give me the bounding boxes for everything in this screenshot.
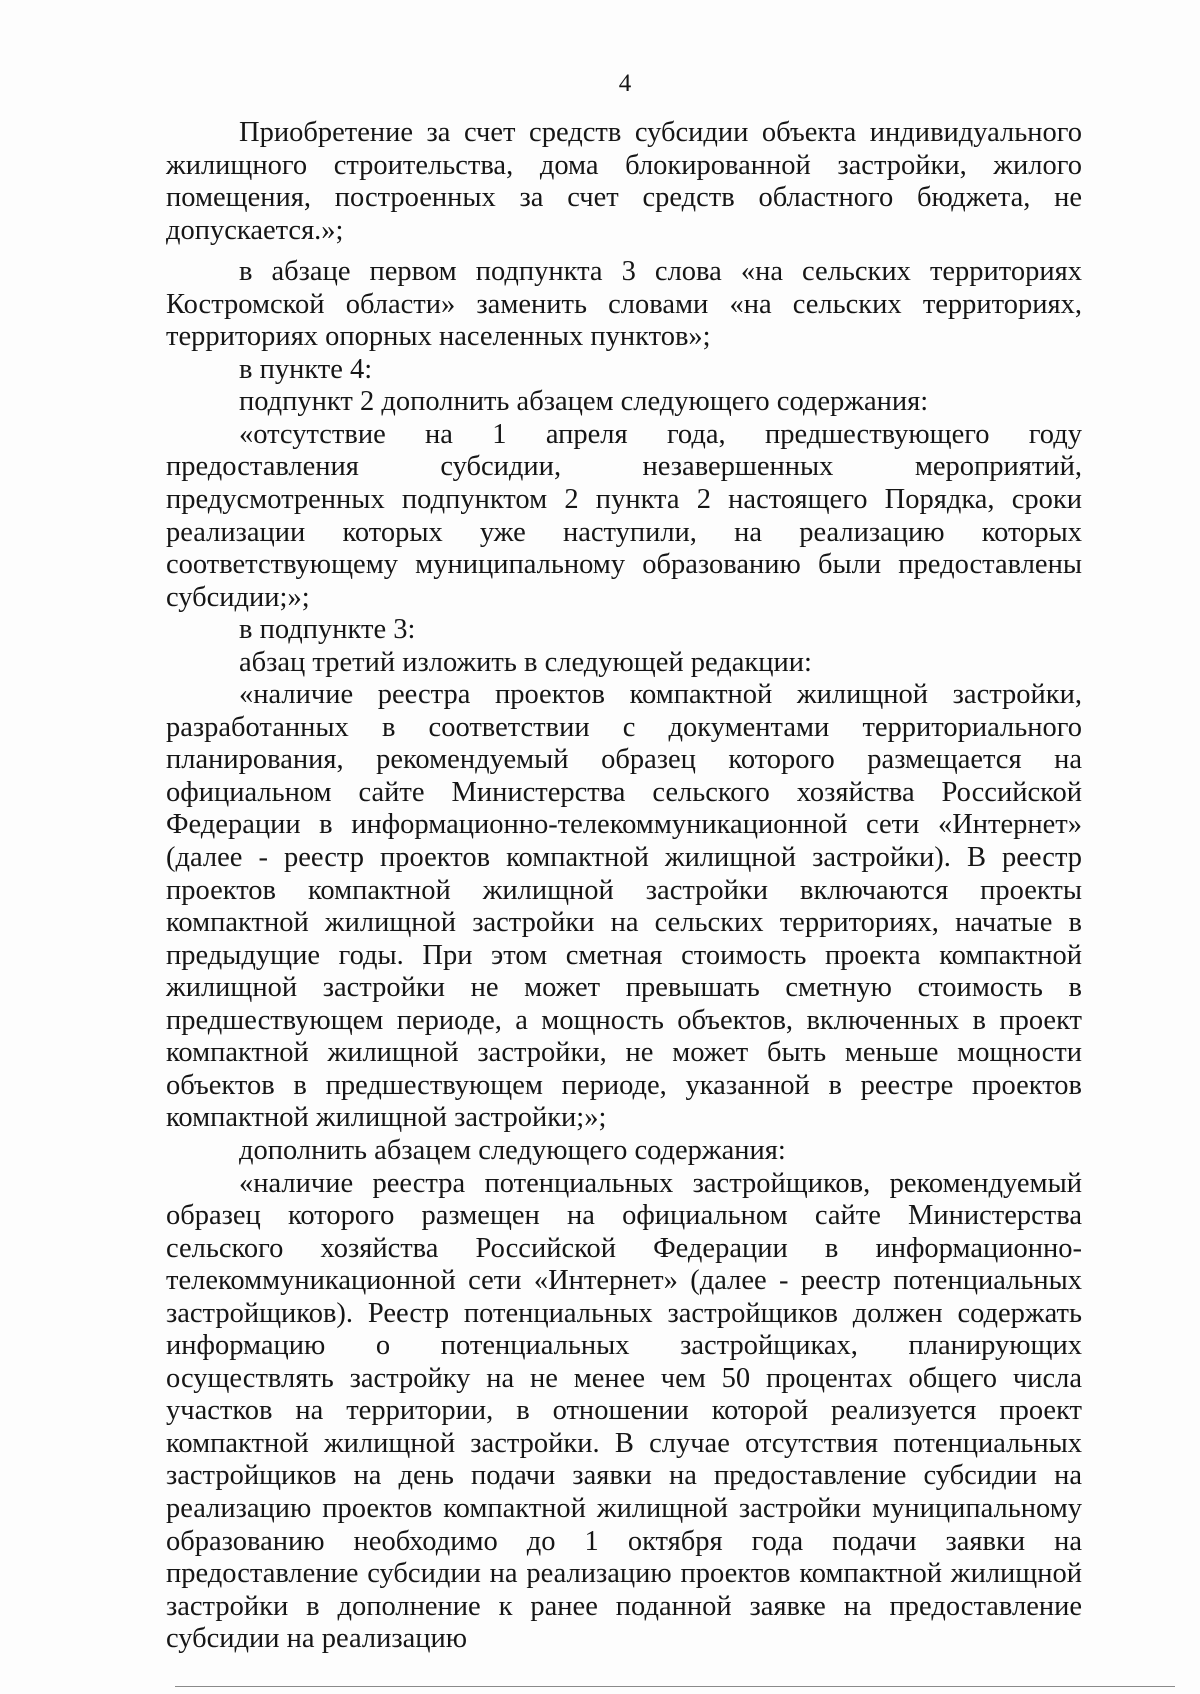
document-body xyxy=(166,117,1082,1656)
paragraph-subclause-3-replacement: в абзаце первом подпункта 3 слова «на сельских территориях Костромской области» заменить словами «на сельских территориях, территориях опорных населенных пунктов»; xyxy=(166,256,1082,353)
paragraph-potential-developers-registry: «наличие реестра потенциальных застройщиков, рекомендуемый образец которого размещен на официальном сайте Министерства сельского хозяйства Российской Федерации в информационно-телекоммуникационной сети «Интернет» (далее - реестр потенциальных застройщиков). Реестр потенциальных застройщиков должен содержать информацию о потенциальных застройщиках, планирующих осуществлять застройку на не менее чем 50 процентах общего числа участков на территории, в отношении которой реализуется проект компактной жилищной застройки. В случае отсутствия потенциальных застройщиков на день подачи заявки на предоставление субсидии на реализацию проектов компактной жилищной застройки муниципальному образованию необходимо до 1 октября года подачи заявки на предоставление субсидии на реализацию проектов компактной жилищной застройки в дополнение к ранее поданной заявке на предоставление субсидии на реализацию xyxy=(166,1167,1082,1655)
paragraph-acquisition-restriction: Приобретение за счет средств субсидии объекта индивидуального жилищного строительства, дома блокированной застройки, жилого помещения, построенных за счет средств областного бюджета, не допускается.»; xyxy=(166,117,1082,246)
paragraph-compact-housing-registry: «наличие реестра проектов компактной жилищной застройки, разработанных в соответствии с документами территориального планирования, рекомендуемый образец которого размещается на официальном сайте Министерства сельского хозяйства Российской Федерации в информационно-телекоммуникационной сети «Интернет» (далее - реестр проектов компактной жилищной застройки). В реестр проектов компактной жилищной застройки включаются проекты компактной жилищной застройки на сельских территориях, начатые в предыдущие годы. При этом сметная стоимость проекта компактной жилищной застройки не может превышать сметную стоимость в предшествующем периоде, а мощность объектов, включенных в проект компактной жилищной застройки, не может быть меньше мощности объектов в предшествующем периоде, указанной в реестре проектов компактной жилищной застройки;»; xyxy=(166,679,1082,1134)
page-number: 4 xyxy=(618,70,632,97)
paragraph-addition-heading: дополнить абзацем следующего содержания: xyxy=(239,1134,786,1166)
paragraph-absence-condition: «отсутствие на 1 апреля года, предшествующего году предоставления субсидии, незавершенных мероприятий, предусмотренных подпунктом 2 пункта 2 настоящего Порядка, сроки реализации которых уже наступили, на реализацию которых соответствующему муниципальному образованию были предоставлены субсидии;»; xyxy=(166,418,1082,613)
bottom-edge-rule xyxy=(175,1686,1175,1687)
paragraph-clause-4-heading: в пункте 4: xyxy=(239,353,373,385)
paragraph-subclause-2-addition: подпункт 2 дополнить абзацем следующего содержания: xyxy=(239,386,929,418)
paragraph-subclause-3-heading: в подпункте 3: xyxy=(239,614,416,646)
paragraph-third-paragraph-edit: абзац третий изложить в следующей редакции: xyxy=(239,646,812,678)
